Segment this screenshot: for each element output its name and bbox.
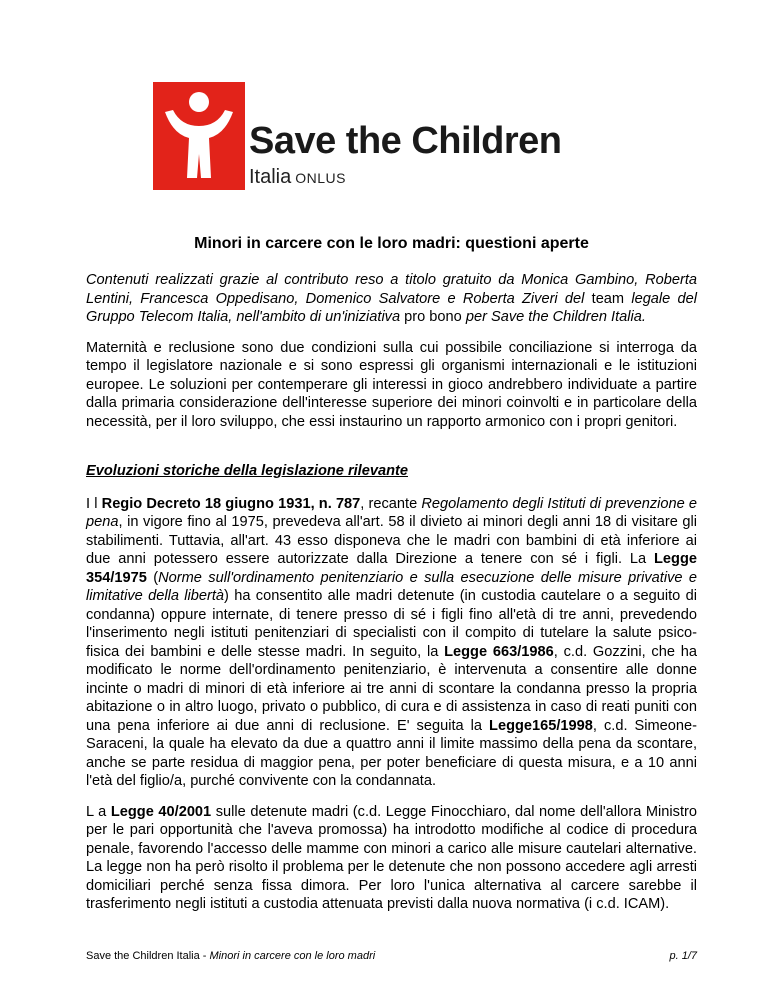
page-footer bbox=[86, 950, 697, 962]
footer-org: Save the Children Italia - bbox=[86, 950, 210, 962]
p1-text-5: ) ha consentito alle madri detenute (in custodia cautelare o a seguito di condanna) oppure internate, di tenere presso di sé i figli fino all'età di tre anni, prevedendo l'inserimento negli istituti penitenziari di specialisti con il compito di tutelare la salute psico-fisica dei bambini e delle stesse madri. In seguito, la bbox=[86, 588, 697, 660]
legislation-paragraph-2 bbox=[86, 803, 697, 914]
p2-text-2: sulle detenute madri (c.d. Legge Finocchiaro, dal nome dell'allora Ministro per le pari opportunità che l'aveva promossa) ha introdotto modifiche al codice di procedura penale, favorendo l'accesso delle mamme con minori a carico alle misure cautelari alternative. La legge non ha però risolto il problema per le detenute che non possono accedere agli arresti domiciliari perché senza fissa dimora. Per loro l'unica alternativa al carcere sarebbe il trasferimento negli istituti a custodia attenuata previsti dalla nuova normativa (i c.d. ICAM). bbox=[86, 803, 697, 912]
p1-law-354-1975: Legge 354/1975 bbox=[86, 551, 697, 586]
p1-text-2: , recante bbox=[360, 495, 422, 512]
document-body bbox=[86, 233, 697, 926]
child-emblem-icon bbox=[153, 82, 245, 190]
save-the-children-logo bbox=[153, 82, 617, 190]
p1-text-1: I l bbox=[86, 495, 102, 512]
footer-source bbox=[86, 950, 375, 962]
logo-wordmark: Save the Children bbox=[249, 120, 562, 162]
p1-text-7: , c.d. Simeone-Saraceni, la quale ha elevato da due a quattro anni il limite massimo della pena da scontare, anche se parte residua di maggior pena, per poter beneficiare di questa misura, e a 10 anni l'età del figlio/a, purché convivente con la condannata. bbox=[86, 717, 698, 789]
legislation-paragraph-1 bbox=[86, 495, 697, 791]
section-heading: Evoluzioni storiche della legislazione rilevante bbox=[86, 463, 408, 479]
p1-text-3: , in vigore fino al 1975, prevedeva all'art. 58 il divieto ai minori degli anni 18 di visitare gli stabilimenti. Tuttavia, all'art. 43 esso disponeva che le madri con bambini di età inferiore ai due anni potessero essere autorizzate dalla Direzione a tenere con sé i figli. La bbox=[86, 514, 697, 567]
p1-text-4: ( bbox=[146, 569, 159, 586]
credits-paragraph bbox=[86, 271, 697, 327]
logo-subtitle-onlus: ONLUS bbox=[295, 170, 346, 186]
p1-law-165-1998: Legge165/1998 bbox=[489, 717, 593, 734]
p2-text-1: L a bbox=[86, 803, 111, 820]
p1-law-regio-decreto: Regio Decreto 18 giugno 1931, n. 787 bbox=[101, 495, 361, 512]
credits-text-2: legale del Gruppo Telecom Italia, nell'ambito di un'iniziativa bbox=[86, 290, 697, 325]
p1-text-6: , c.d. Gozzini, che ha modificato le norme dell'ordinamento penitenziario, è intervenuta a consentire alle donne incinte o madri di minori di età inferiore ai tre anni di scontare la condanna presso la propria abitazione o in altro luogo, privato o pubblico, di cura e di assistenza in caso di reati puniti con una pena inferiore ai due anni di reclusione. E' seguita la bbox=[86, 643, 697, 734]
credits-text-team: team bbox=[591, 290, 625, 307]
logo-subtitle-country: Italia bbox=[249, 166, 292, 188]
p1-title-norme: Norme sull'ordinamento penitenziario e sulla esecuzione delle misure privative e limitative della libertà bbox=[86, 569, 697, 604]
p1-title-regolamento: Regolamento degli Istituti di prevenzione e pena bbox=[86, 495, 698, 530]
credits-text-3: per Save the Children Italia. bbox=[461, 309, 646, 325]
p1-law-663-1986: Legge 663/1986 bbox=[444, 643, 554, 660]
document-title: Minori in carcere con le loro madri: questioni aperte bbox=[194, 235, 589, 252]
logo-subtitle bbox=[249, 166, 346, 189]
footer-doc-title: Minori in carcere con le loro madri bbox=[209, 950, 376, 962]
credits-text-1: Contenuti realizzati grazie al contributo reso a titolo gratuito da Monica Gambino, Roberta Lentini, Francesca Oppedisano, Domenico Salvatore e Roberta Ziveri del bbox=[86, 272, 697, 307]
p2-law-40-2001: Legge 40/2001 bbox=[110, 803, 212, 820]
footer-page-number: p. 1/7 bbox=[669, 950, 697, 962]
credits-text-probono: pro bono bbox=[404, 309, 462, 325]
intro-paragraph: Maternità e reclusione sono due condizioni sulla cui possibile conciliazione si interroga da tempo il legislatore nazionale e si sono espressi gli organismi internazionali e le istituzioni europee. Le soluzioni per contemperare gli interessi in gioco andrebbero individuate a partire dalla primaria considerazione dell'interesse superiore dei minori coinvolti e in particolare della necessità, per il loro sviluppo, che essi instaurino un rapporto armonico con i propri genitori. bbox=[86, 339, 697, 430]
